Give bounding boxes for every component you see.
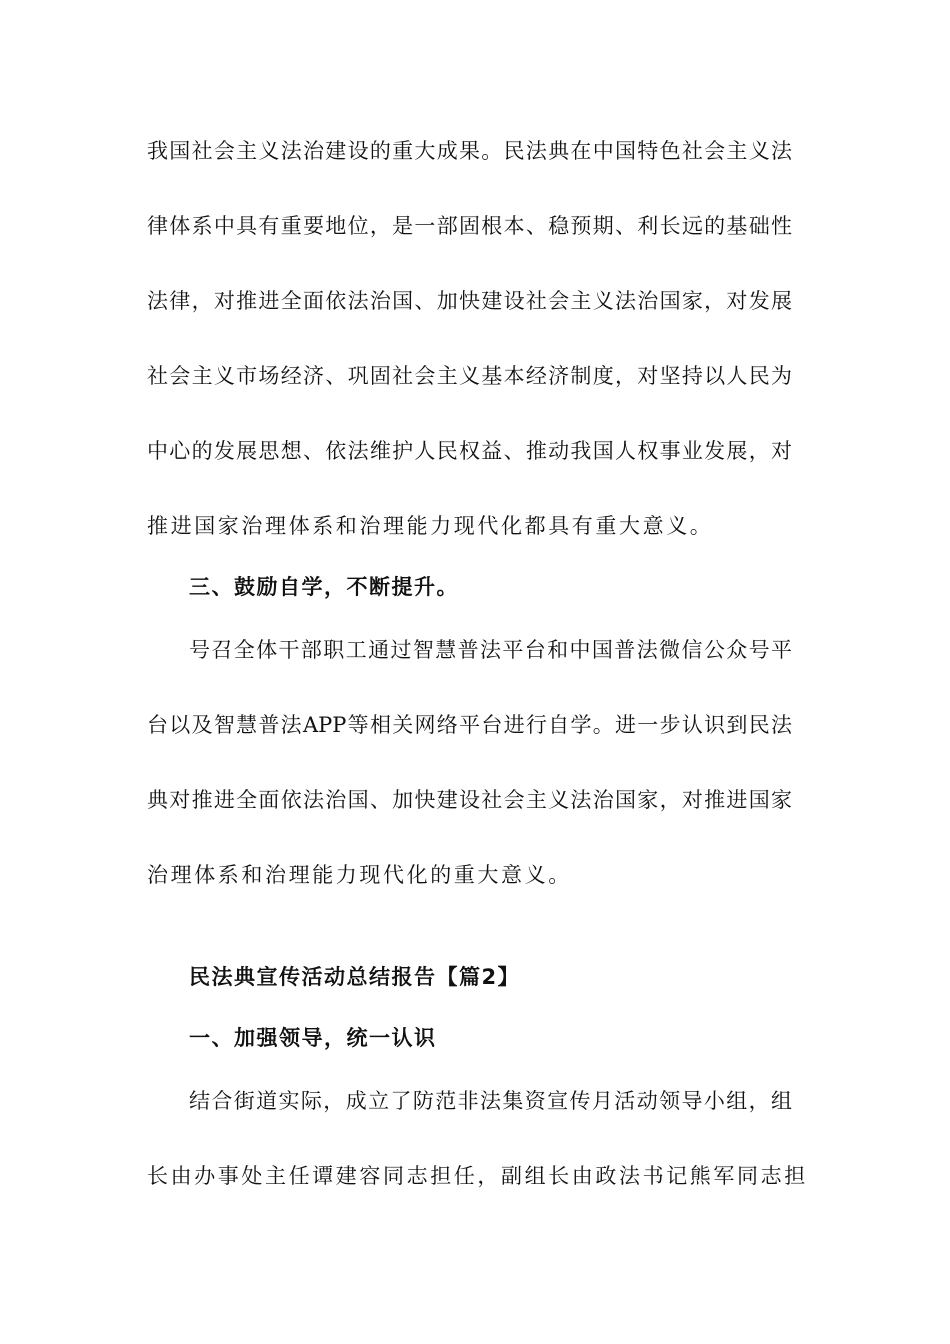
- paragraph-line: 我国社会主义法治建设的重大成果。民法典在中国特色社会主义法: [147, 139, 792, 163]
- paragraph-line: 长由办事处主任谭建容同志担任，副组长由政法书记熊军同志担: [147, 1164, 808, 1188]
- paragraph-line: 社会主义市场经济、巩固社会主义基本经济制度，对坚持以人民为: [147, 364, 792, 388]
- section-heading: 一、加强领导，统一认识: [189, 1026, 437, 1050]
- paragraph-line: 法律，对推进全面依法治国、加快建设社会主义法治国家，对发展: [147, 289, 792, 313]
- paragraph-line: 典对推进全面依法治国、加快建设社会主义法治国家，对推进国家: [147, 788, 792, 812]
- paragraph-line: 结合街道实际，成立了防范非法集资宣传月活动领导小组，组: [189, 1089, 792, 1113]
- report-title: 民法典宣传活动总结报告【篇2】: [189, 965, 521, 989]
- section-heading: 三、鼓励自学，不断提升。: [189, 575, 459, 599]
- paragraph-line: 号召全体干部职工通过智慧普法平台和中国普法微信公众号平: [189, 638, 792, 662]
- paragraph-line: 推进国家治理体系和治理能力现代化都具有重大意义。: [147, 514, 714, 538]
- paragraph-line: 中心的发展思想、依法维护人民权益、推动我国人权事业发展，对: [147, 439, 792, 463]
- paragraph-line: 台以及智慧普法APP等相关网络平台进行自学。进一步认识到民法: [147, 713, 792, 737]
- paragraph-line: 治理体系和治理能力现代化的重大意义。: [147, 863, 572, 887]
- paragraph-line: 律体系中具有重要地位，是一部固根本、稳预期、利长远的基础性: [147, 214, 792, 238]
